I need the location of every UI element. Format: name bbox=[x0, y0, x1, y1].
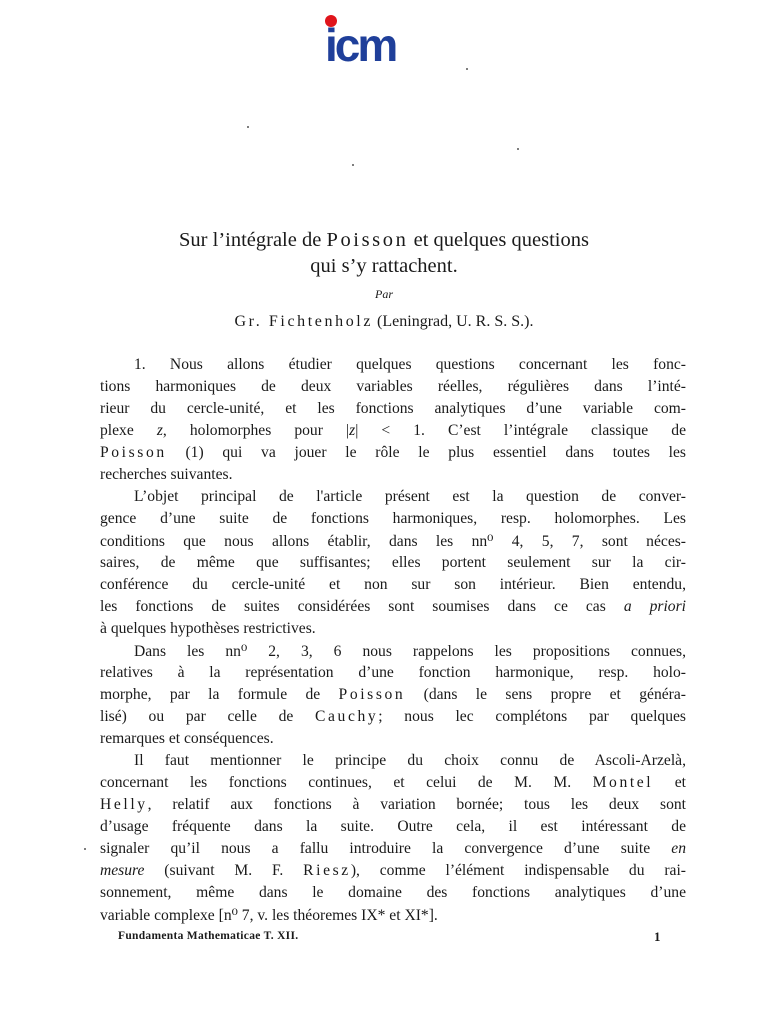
body-line: 1. Nous allons étudier quelques questions concernant les fonc- bbox=[134, 356, 686, 373]
body-line: Poisson (1) qui va jouer le rôle le plus essentiel dans toutes les bbox=[100, 444, 686, 461]
body-line: mesure (suivant M. F. Riesz), comme l’élément indispensable du rai- bbox=[100, 862, 686, 879]
body-line: lisé) ou par celle de Cauchy; nous lec complétons par quelques bbox=[100, 708, 686, 725]
body-line: sonnement, même dans le domaine des fonctions analytiques d’une bbox=[100, 884, 686, 901]
byline: Par bbox=[375, 287, 393, 301]
body-line: plexe z, holomorphes pour |z| < 1. C’est l’intégrale classique de bbox=[100, 422, 686, 439]
body-line: les fonctions de suites considérées sont soumises dans ce cas a priori bbox=[100, 598, 686, 615]
svg-text:icm: icm bbox=[325, 19, 396, 67]
author-name: Gr. Fichtenholz bbox=[234, 313, 374, 330]
body-line: Helly, relatif aux fonctions à variation bornée; tous les deux sont bbox=[100, 796, 686, 813]
body-line: conditions que nous allons établir, dans les nn⁰ 4, 5, 7, sont néces- bbox=[100, 533, 686, 550]
body-line: gence d’une suite de fonctions harmoniques, resp. holomorphes. Les bbox=[100, 510, 686, 527]
body-line: conférence du cercle-unité et non sur son intérieur. Bien entendu, bbox=[100, 576, 686, 593]
body-line: rieur du cercle-unité, et les fonctions analytiques d’une variable com- bbox=[100, 400, 686, 417]
body-line: saires, de même que suffisantes; elles portent seulement sur la cir- bbox=[100, 554, 686, 571]
body-line: Il faut mentionner le principe du choix connu de Ascoli-Arzelà, bbox=[134, 752, 686, 769]
title-poisson: Poisson bbox=[326, 229, 409, 251]
scan-speck bbox=[517, 148, 519, 150]
body-line: morphe, par la formule de Poisson (dans le sens propre et généra- bbox=[100, 686, 686, 703]
body-line: à quelques hypothèses restrictives. bbox=[100, 620, 316, 637]
body-line: recherches suivantes. bbox=[100, 466, 233, 483]
scan-speck bbox=[247, 126, 249, 128]
scan-speck bbox=[466, 68, 468, 70]
title-line1-b: et quelques questions bbox=[413, 229, 589, 251]
body-line: relatives à la représentation d’une fonction harmonique, resp. holo- bbox=[100, 664, 686, 681]
body-line: variable complexe [n⁰ 7, v. les théoremes IX* et XI*]. bbox=[100, 907, 438, 924]
author-affiliation: (Leningrad, U. R. S. S.). bbox=[377, 313, 534, 330]
body-line: remarques et conséquences. bbox=[100, 730, 274, 747]
body-line: concernant les fonctions continues, et celui de M. M. Montel et bbox=[100, 774, 686, 791]
page-number: 1 bbox=[654, 929, 661, 944]
scan-speck bbox=[352, 164, 354, 166]
body-line: signaler qu’il nous a fallu introduire la convergence d’une suite en bbox=[100, 840, 686, 857]
journal-footer: Fundamenta Mathematicae T. XII. bbox=[118, 930, 299, 942]
body-line: d’usage fréquente dans la suite. Outre cela, il est intéressant de bbox=[100, 818, 686, 835]
body-line: Dans les nn⁰ 2, 3, 6 nous rappelons les propositions connues, bbox=[134, 643, 686, 660]
body-line: tions harmoniques de deux variables réelles, régulières dans l’inté- bbox=[100, 378, 686, 395]
body-text bbox=[100, 0, 686, 1024]
body-line: L’objet principal de l'article présent est la question de conver- bbox=[134, 488, 686, 505]
title-line2: qui s’y rattachent. bbox=[310, 255, 458, 277]
scan-speck bbox=[84, 848, 86, 850]
title-line1-a: Sur l’intégrale de bbox=[179, 229, 322, 251]
